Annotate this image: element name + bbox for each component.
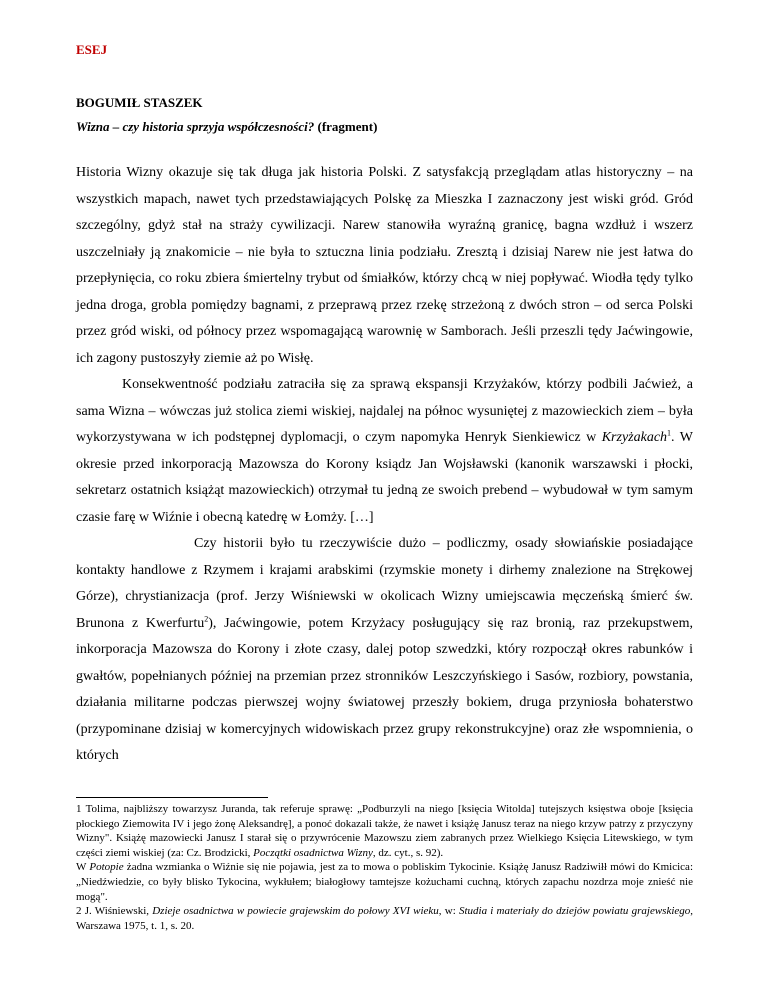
paragraph-2-text-b: . W okresie przed inkorporacją Mazowsza do Korony ksiądz Jan Wojsławski (kanonik warszawski i płocki, sekretarz ostatnich książąt mazowieckich) otrzymał tu jedną ze swoich prebend – wybudował w tym samym czasie farę w Wiźnie i obecną katedrę w Łomży. […] bbox=[76, 430, 693, 525]
essay-title-suffix: (fragment) bbox=[314, 119, 378, 134]
footnote-2-text-b: , w: bbox=[438, 905, 459, 918]
footnote-separator bbox=[76, 797, 268, 798]
paragraph-2 bbox=[76, 372, 693, 531]
footnote-1c-italic: Potopie bbox=[89, 861, 124, 874]
footnote-1c-text-a: W bbox=[76, 861, 90, 874]
essay-title-text: Wizna – czy historia sprzyja współczesności? bbox=[76, 119, 315, 134]
footnote-2 bbox=[76, 904, 693, 933]
footnote-1c-text-b: żadna wzmianka o Wiźnie się nie pojawia, jest za to mowa o pobliskim Tykocinie. Książę Janusz Radziwiłł mówi do Kmicica: „Niedźwiedzie, co były blisko Tykocina, wykłułem; białogłowy tamtejsze kożuchami cuchną, których zapachu nozdrza moje znieść nie mogą". bbox=[76, 861, 693, 903]
paragraph-3 bbox=[76, 531, 693, 770]
footnote-2-italic: Dzieje osadnictwa w powiecie grajewskim do połowy XVI wieku bbox=[152, 905, 439, 918]
author-name: BOGUMIŁ STASZEK bbox=[76, 95, 203, 110]
section-label: ESEJ bbox=[76, 42, 108, 57]
footnote-ref-2: 2 bbox=[204, 613, 209, 623]
footnote-1-italic: Początki osadnictwa Wizny bbox=[253, 846, 373, 859]
footnote-ref-1: 1 bbox=[667, 428, 672, 438]
paragraph-2-text-a: Konsekwentność podziału zatraciła się za sprawą ekspansji Krzyżaków, którzy podbili Jaćwież, a sama Wizna – wówczas już stolica ziemi wiskiej, najdalej na północ wysuniętej z mazowieckich ziem – była wykorzystywana w ich podstępnej dyplomacji, o czym napomyka Henryk Sienkiewicz w bbox=[76, 377, 693, 445]
footnote-2-italic-2: Studia i materiały do dziejów powiatu grajewskiego bbox=[458, 905, 691, 918]
paragraph-1: Historia Wizny okazuje się tak długa jak historia Polski. Z satysfakcją przeglądam atlas historyczny – na wszystkich mapach, nawet tych przedstawiających Polskę za Mieszka I zaznaczony jest wiski gród. Gród szczególny, gdyż stał na straży cywilizacji. Narew stanowiła wyraźną granicę, bagna wzdłuż i wszerz uszczelniały ją znakomicie – nie była to sztuczna linia podziału. Zresztą i dzisiaj Narew nie jest łatwa do przepłynięcia, co roku zbiera śmiertelny trybut od śmiałków, którzy chcą w niej popływać. Wiodła tędy tylko jedna droga, grobla pomiędzy bagnami, z przeprawą przez rzekę strzeżoną z dwóch stron – od serca Polski przez gród wiski, od północy przez wspomagającą warownię w Samborach. Jeśli przeszli tędy Jaćwingowie, ich zagony pustoszyły ziemie aż po Wisłę. bbox=[76, 165, 693, 366]
footnote-1-text-b: , dz. cyt., s. 92). bbox=[372, 846, 444, 859]
footnote-1 bbox=[76, 802, 693, 860]
footnote-2-text-c: , Warszawa 1975, t. 1, s. 20. bbox=[76, 905, 694, 932]
paragraph-3-text-a: Czy historii było tu rzeczywiście dużo – podliczmy, osady słowiańskie posiadające kontakty handlowe z Rzymem i krajami arabskimi (rzymskie monety i dirhemy znalezione na Strękowej Górze), chrystianizacja (prof. Jerzy Wiśniewski w okolicach Wizny umiejscawia męczeńską śmierć św. Brunona z Kwerfurtu bbox=[76, 536, 693, 631]
footnote-1-continued bbox=[76, 860, 693, 904]
footnote-2-text-a: 2 J. Wiśniewski, bbox=[76, 905, 153, 918]
footnote-1-text-a: 1 Tolima, najbliższy towarzysz Juranda, tak referuje sprawę: „Podburzyli na niego [księcia Witolda] tutejszych księstwa oboje [księcia płockiego Ziemowita IV i jego żonę Aleksandrę], a ponoć dokazali także, że nawet i książę Janusz teraz na niego krzyw patrzy z przyczyny Wizny". Książę mazowiecki Janusz I starał się o przywrócenie Mazowszu ziem zabranych przez Wielkiego Księcia Litewskiego, w tym części ziemi wiskiej (za: Cz. Brodzicki, bbox=[76, 803, 693, 859]
essay-title bbox=[76, 119, 377, 135]
essay-body bbox=[76, 160, 693, 770]
paragraph-2-italic: Krzyżakach bbox=[601, 430, 668, 445]
paragraph-3-text-b: ), Jaćwingowie, potem Krzyżacy posługujący się raz bronią, raz przekupstwem, inkorporacja Mazowsza do Korony i złote czasy, dalej potop szwedzki, który rozpoczął okres rabunków i gwałtów, popełnianych później na przemian przez stronników Leszczyńskiego i Sasów, rozbiory, powstania, działania militarne podczas pierwszej wojny światowej przeszły bokiem, druga przyniosła bohaterstwo (przypominane dzisiaj w komercyjnych widowiskach przez grupy rekonstrukcyjne) oraz złe wspomnienia, o których bbox=[76, 615, 693, 763]
footnotes bbox=[76, 802, 693, 933]
